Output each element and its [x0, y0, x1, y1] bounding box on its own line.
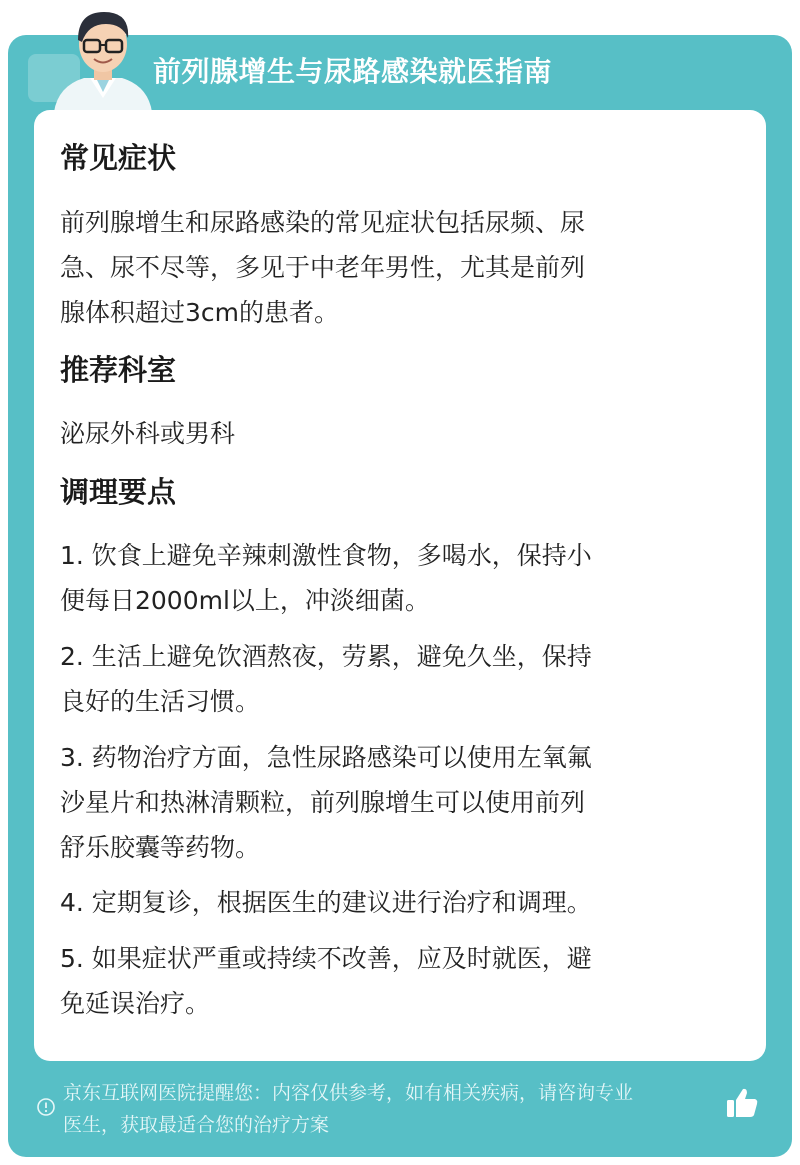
care-item-3-line-3: 舒乐胶囊等药物。 [60, 833, 261, 862]
section-heading-department: 推荐科室 [60, 353, 177, 387]
care-item-2-line-2: 良好的生活习惯。 [60, 687, 261, 716]
care-item-3-line-2: 沙星片和热淋清颗粒，前列腺增生可以使用前列 [60, 788, 586, 817]
care-item-1-line-1: 1. 饮食上避免辛辣刺激性食物，多喝水，保持小 [60, 541, 592, 570]
footer-line-1: 京东互联网医院提醒您：内容仅供参考，如有相关疾病，请咨询专业 [63, 1082, 634, 1104]
care-item-3-line-1: 3. 药物治疗方面，急性尿路感染可以使用左氧氟 [60, 743, 592, 772]
footer-line-2: 医生，获取最适合您的治疗方案 [63, 1114, 330, 1136]
symptoms-line-1: 前列腺增生和尿路感染的常见症状包括尿频、尿 [60, 208, 586, 237]
doctor-avatar [44, 6, 162, 112]
symptoms-line-3: 腺体积超过3cm的患者。 [60, 298, 340, 327]
info-icon [36, 1097, 56, 1117]
care-item-2-line-1: 2. 生活上避免饮酒熬夜，劳累，避免久坐，保持 [60, 642, 592, 671]
care-item-5-line-2: 免延误治疗。 [60, 989, 211, 1018]
department-text: 泌尿外科或男科 [60, 419, 236, 448]
thumbs-up-icon[interactable] [724, 1085, 760, 1121]
section-heading-symptoms: 常见症状 [60, 141, 177, 175]
care-item-4-line-1: 4. 定期复诊，根据医生的建议进行治疗和调理。 [60, 888, 592, 917]
care-item-5-line-1: 5. 如果症状严重或持续不改善，应及时就医，避 [60, 944, 592, 973]
care-item-1-line-2: 便每日2000ml以上，冲淡细菌。 [60, 586, 430, 615]
section-heading-care: 调理要点 [60, 475, 177, 509]
page-title: 前列腺增生与尿路感染就医指南 [153, 55, 553, 88]
symptoms-line-2: 急、尿不尽等，多见于中老年男性，尤其是前列 [60, 253, 586, 282]
footer-disclaimer [63, 1077, 728, 1141]
